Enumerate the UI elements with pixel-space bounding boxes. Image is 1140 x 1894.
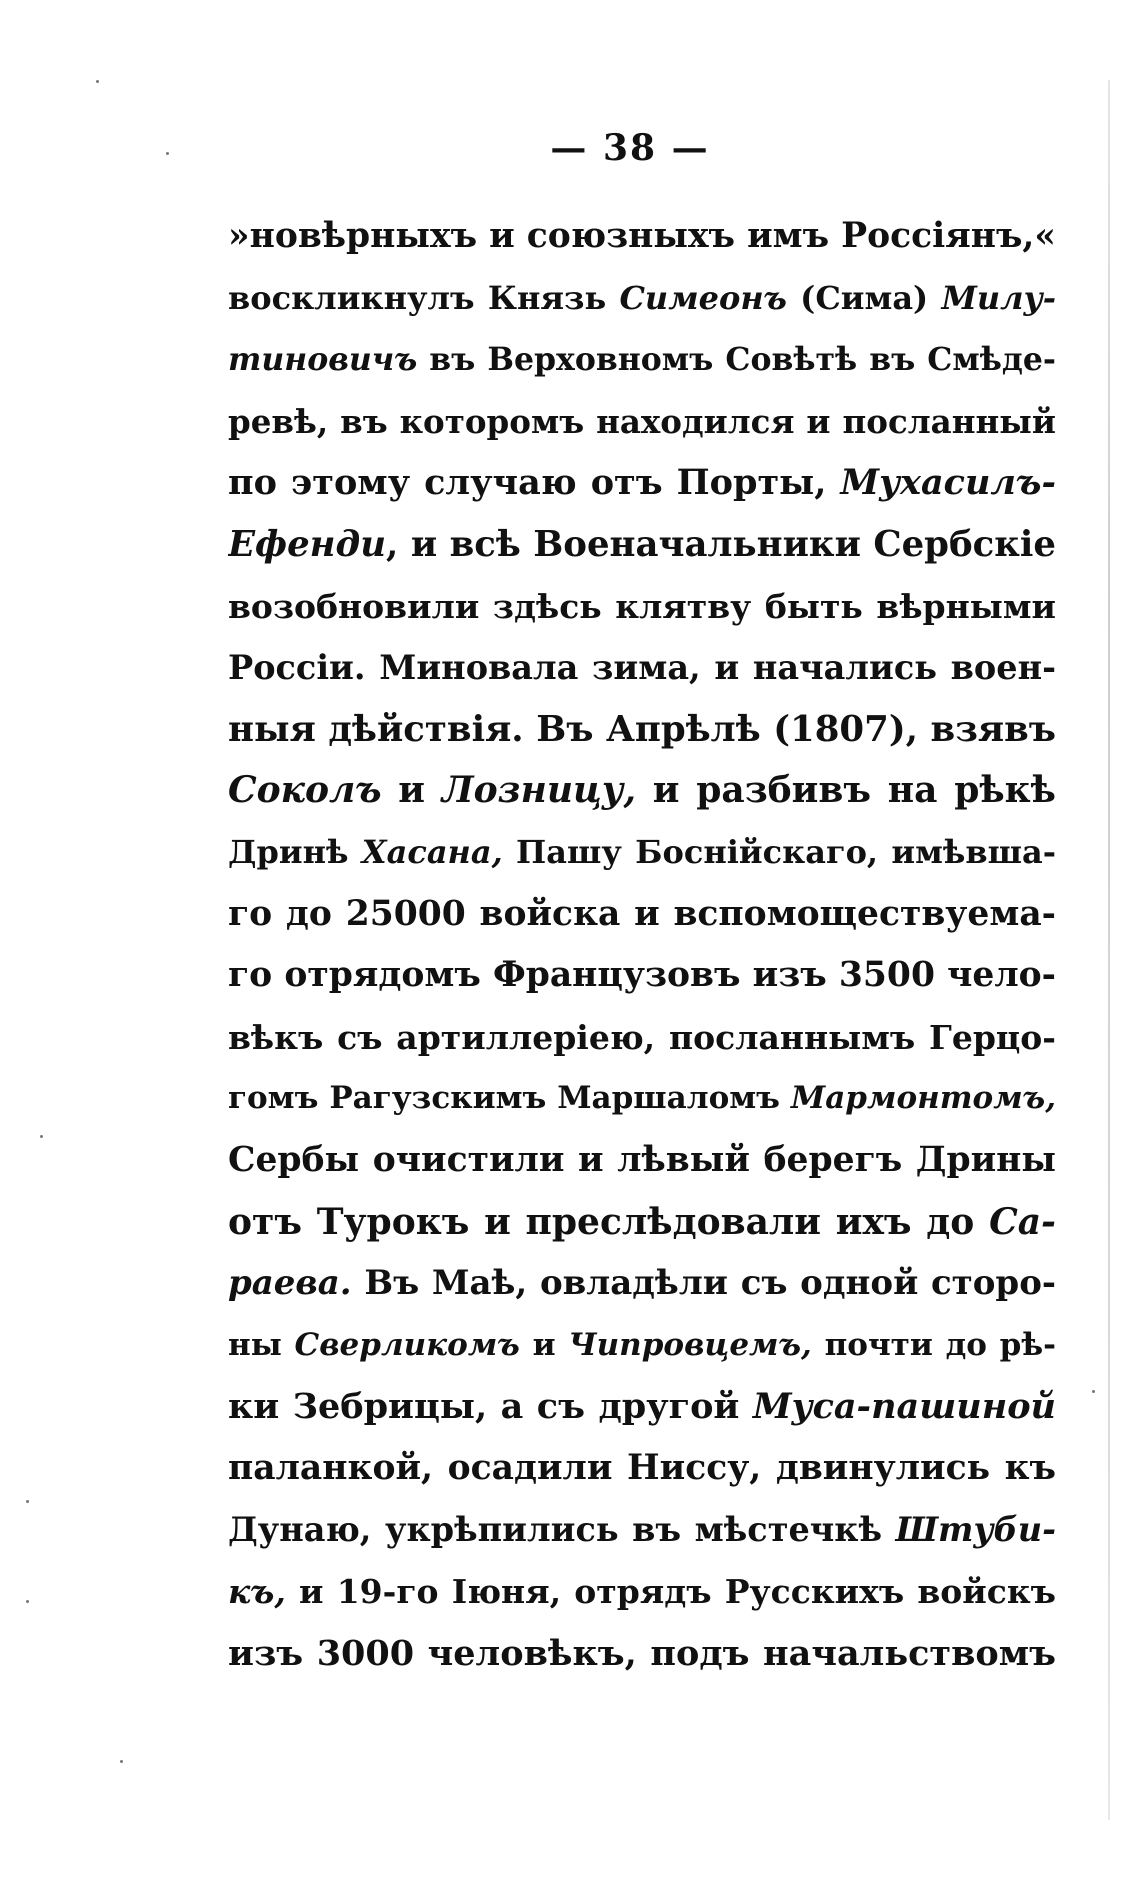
text-segment: изъ 3000 человѣкъ, подъ начальствомъ — [228, 1632, 1056, 1674]
italic-name: Лозницу, — [441, 769, 636, 812]
text-segment: и — [519, 1326, 569, 1363]
text-line — [228, 1499, 1056, 1561]
italic-name: Муса-пашиной — [752, 1386, 1056, 1428]
scan-speck — [40, 1135, 43, 1138]
italic-name: раева. — [228, 1263, 352, 1304]
page-edge-shadow — [1108, 80, 1110, 1820]
scan-speck — [120, 1760, 123, 1763]
italic-name: Са- — [989, 1200, 1056, 1243]
text-line — [228, 1007, 1056, 1069]
italic-name: Хасана, — [361, 832, 503, 871]
text-line — [228, 1561, 1056, 1623]
text-line — [228, 1623, 1056, 1685]
scan-speck — [26, 1600, 29, 1603]
text-segment: (Сима) — [786, 278, 942, 317]
italic-name: Мармонтомъ, — [790, 1080, 1056, 1117]
text-segment: и 19-го Іюня, отрядъ Русскихъ войскъ — [285, 1572, 1056, 1612]
text-segment: ки Зебрицы, а съ другой — [228, 1386, 753, 1428]
italic-name: Соколъ — [228, 769, 382, 812]
page-number: — 38 — — [550, 127, 710, 169]
text-line — [228, 637, 1056, 699]
text-line — [228, 514, 1056, 576]
text-segment: Пашу Боснійскаго, имѣвша- — [502, 832, 1056, 871]
body-text — [228, 206, 1056, 1684]
text-segment: гомъ Рагузскимъ Маршаломъ — [228, 1080, 791, 1117]
text-segment: паланкой, осадили Ниссу, двинулись къ — [228, 1447, 1056, 1488]
scan-speck — [26, 1500, 29, 1503]
text-line — [228, 760, 1056, 822]
text-segment: Въ Маѣ, овладѣли съ одной сторо- — [351, 1263, 1056, 1304]
text-line — [228, 391, 1056, 453]
text-segment: ны — [228, 1326, 295, 1363]
text-line — [228, 329, 1056, 391]
text-segment: по этому случаю отъ Порты, — [228, 462, 841, 504]
text-segment: ныя дѣйствія. Въ Апрѣлѣ (1807), взявъ — [228, 708, 1056, 750]
scan-speck — [166, 152, 169, 155]
text-segment: ревѣ, въ которомъ находился и посланный — [228, 401, 1056, 441]
text-segment: въ Верховномъ Совѣтѣ въ Смѣде- — [417, 341, 1056, 379]
text-segment: го отрядомъ Французовъ изъ 3500 чело- — [228, 955, 1056, 996]
text-segment: Сербы очистили и лѣвый берегъ Дрины — [228, 1139, 1056, 1180]
italic-name: Чипровцемъ, — [568, 1326, 812, 1363]
text-line — [228, 1130, 1056, 1192]
text-line — [228, 268, 1056, 330]
text-segment: вѣкъ съ артиллеріею, посланнымъ Герцо- — [228, 1017, 1056, 1057]
text-segment: , и всѣ Военачальники Сербскіе — [386, 523, 1056, 565]
italic-name: Симеонъ — [619, 278, 787, 317]
italic-name: Штуби- — [895, 1510, 1056, 1550]
italic-name: къ, — [228, 1572, 286, 1612]
text-segment: Россіи. Миновала зима, и начались воен- — [228, 648, 1056, 688]
text-line — [228, 452, 1056, 514]
text-segment: и — [381, 769, 442, 812]
text-segment: почти до рѣ- — [811, 1326, 1056, 1363]
text-segment: го до 25000 войска и вспомоществуема- — [228, 893, 1056, 934]
italic-name: Милу- — [941, 278, 1056, 317]
scan-speck — [96, 80, 99, 83]
text-line — [228, 1376, 1056, 1438]
text-line — [228, 206, 1056, 268]
text-line — [228, 822, 1056, 884]
text-segment: отъ Турокъ и преслѣдовали ихъ до — [228, 1200, 990, 1243]
italic-name: Сверликомъ — [294, 1326, 520, 1363]
text-segment: и разбивъ на рѣкѣ — [636, 769, 1056, 812]
text-segment: »новѣрныхъ и союзныхъ имъ Россіянъ,« — [228, 216, 1056, 256]
text-segment: Дунаю, укрѣпились въ мѣстечкѣ — [228, 1510, 896, 1550]
text-segment: возобновили здѣсь клятву быть вѣрными — [228, 586, 1056, 626]
text-segment: воскликнулъ Князь — [228, 278, 620, 317]
text-line — [228, 945, 1056, 1007]
italic-name: Ефенди — [228, 523, 387, 565]
text-line — [228, 1253, 1056, 1315]
text-line — [228, 1068, 1056, 1130]
text-line — [228, 884, 1056, 946]
text-line — [228, 699, 1056, 761]
text-line — [228, 1192, 1056, 1254]
scan-speck — [1092, 1390, 1095, 1393]
text-line — [228, 1315, 1056, 1377]
italic-name: тиновичъ — [228, 341, 418, 379]
text-line — [228, 576, 1056, 638]
text-line — [228, 1438, 1056, 1500]
text-segment: Дринѣ — [228, 832, 362, 871]
italic-name: Мухасилъ- — [840, 462, 1056, 504]
